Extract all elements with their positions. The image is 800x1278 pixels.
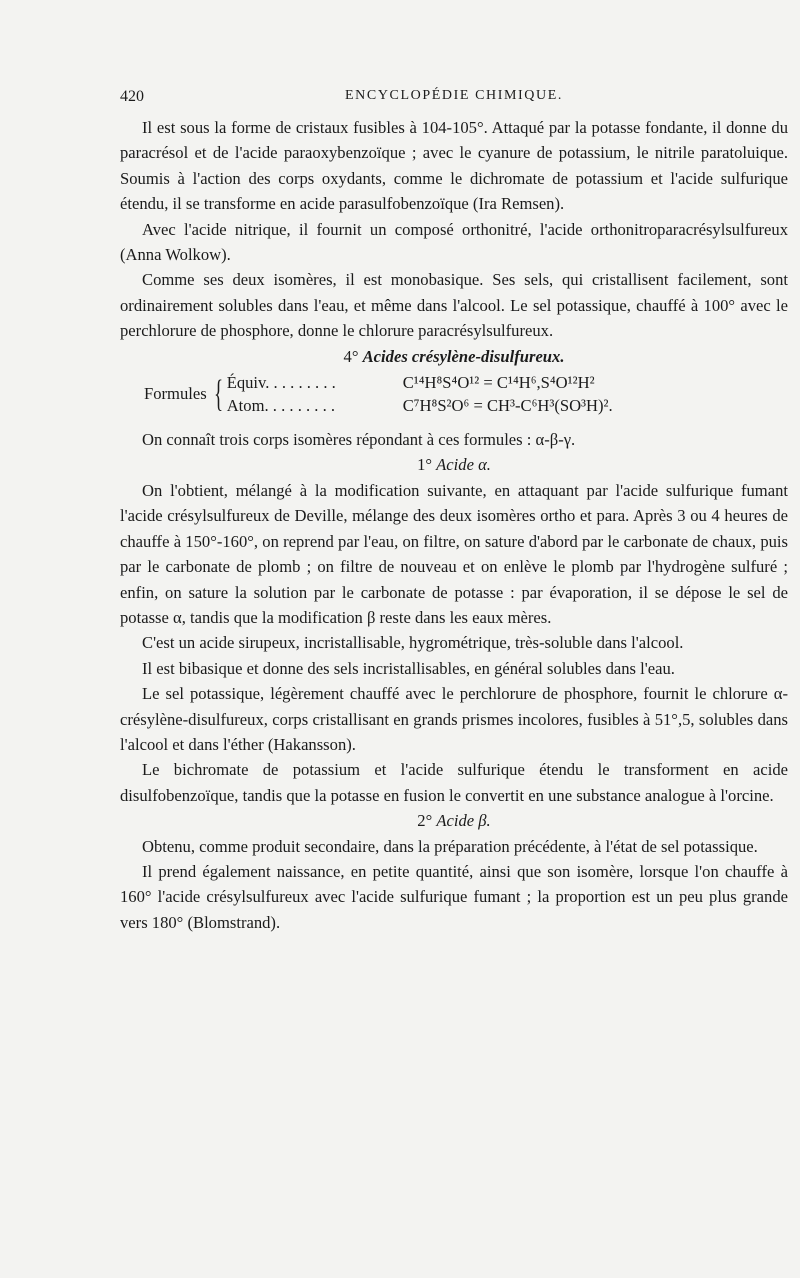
section-heading: [120, 344, 788, 369]
section-title: Acides crésylène-disulfureux.: [362, 346, 565, 366]
subsection-title: Acide β.: [436, 811, 491, 831]
subsection-number: 2°: [417, 811, 433, 831]
formula-row: [227, 394, 613, 417]
formula-name: Atom. . . . . . . . .: [226, 396, 336, 416]
paragraph: On connaît trois corps isomères répondant à ces formules : α-β-γ.: [142, 430, 576, 450]
paragraph: C'est un acide sirupeux, incristallisable, hygrométrique, très-soluble dans l'alcool.: [142, 633, 684, 653]
formula-rows: [227, 371, 613, 417]
running-head: ENCYCLOPÉDIE CHIMIQUE.: [345, 88, 563, 103]
subsection-number: 1°: [417, 455, 432, 475]
paragraph: Le bichromate de potassium et l'acide sulfurique étendu le transforment en acide disulfobenzoïque, tandis que la potasse en fusion le convertit en une substance analogue à l'orcine.: [120, 760, 788, 805]
paragraph: Il est sous la forme de cristaux fusibles à 104-105°. Attaqué par la potasse fondante, il donne du paracrésol et de l'acide paraoxybenzoïque ; avec le cyanure de potassium, le nitrile paratoluique. Soumis à l'action des corps oxydants, comme le dichromate de potassium et l'acide sulfurique étendu, il se transforme en acide parasulfobenzoïque (Ira Remsen).: [120, 118, 788, 214]
paragraph: Comme ses deux isomères, il est monobasique. Ses sels, qui cristallisent facilement, sont ordinairement solubles dans l'eau, et même dans l'alcool. Le sel potassique, chauffé à 100° avec le perchlorure de phosphore, donne le chlorure paracrésylsulfureux.: [120, 270, 788, 341]
formulas-label: Formules: [144, 384, 207, 404]
paragraph: Il est bibasique et donne des sels incristallisables, en général solubles dans l'eau.: [142, 658, 675, 678]
subsection-heading: [120, 808, 788, 833]
formula-block: [144, 371, 788, 417]
paragraph: Le sel potassique, légèrement chauffé avec le perchlorure de phosphore, fournit le chlorure α-crésylène-disulfureux, corps cristallisant en grands prismes incolores, fusibles à 51°,5, solubles dans l'alcool et dans l'éther (Hakansson).: [120, 684, 788, 754]
page-number: 420: [120, 88, 144, 105]
paragraph: Avec l'acide nitrique, il fournit un composé orthonitré, l'acide orthonitroparacrésylsulfureux (Anna Wolkow).: [120, 219, 788, 265]
formula-name: Équiv. . . . . . . . .: [226, 373, 336, 393]
paragraph: Il prend également naissance, en petite quantité, ainsi que son isomère, lorsque l'on chauffe à 160° l'acide crésylsulfureux avec l'acide sulfurique fumant ; la proportion est un peu plus grande vers 180° (Blomstrand).: [120, 861, 788, 932]
formula-row: [227, 371, 613, 394]
paragraph: Obtenu, comme produit secondaire, dans la préparation précédente, à l'état de sel potassique.: [142, 836, 758, 856]
formula-value: C⁷H⁸S²O⁶ = CH³-C⁶H³(SO³H)².: [402, 396, 613, 416]
subsection-title: Acide α.: [436, 455, 491, 475]
section-number: 4°: [343, 346, 359, 366]
subsection-heading: [120, 452, 788, 477]
page-body: [120, 115, 788, 935]
brace-glyph: {: [213, 373, 223, 416]
paragraph: On l'obtient, mélangé à la modification suivante, en attaquant par l'acide sulfurique fumant l'acide crésylsulfureux de Deville, mélange des deux isomères ortho et para. Après 3 ou 4 heures de chauffe à 150°-160°, on reprend par l'eau, on filtre, on sature d'abord par le carbonate de chaux, puis par le carbonate de plomb ; on filtre de nouveau et on enlève le plomb par l'hydrogène sulfuré ; enfin, on sature la solution par le carbonate de potasse : par évaporation, il se dépose le sel de potasse α, tandis que la modification β reste dans les eaux mères.: [120, 480, 788, 627]
formula-value: C¹⁴H⁸S⁴O¹² = C¹⁴H⁶,S⁴O¹²H²: [402, 373, 595, 393]
page-header: [120, 88, 788, 110]
